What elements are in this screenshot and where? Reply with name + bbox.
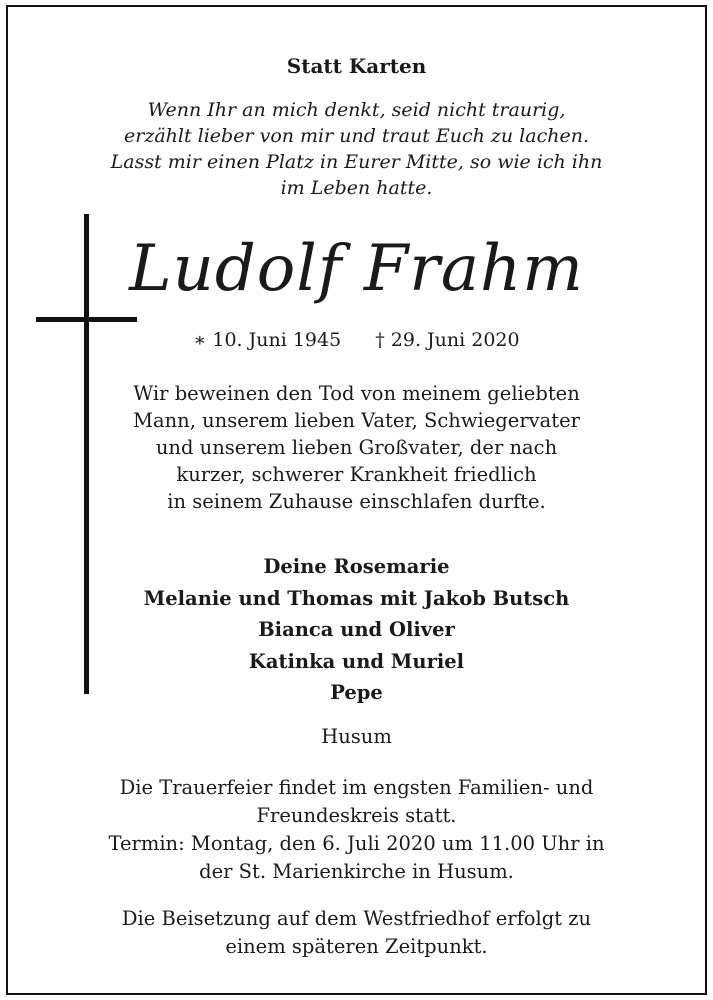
- message-line: kurzer, schwerer Krankheit friedlich: [176, 463, 537, 486]
- poem-line: erzählt lieber von mir und traut Euch zu lachen.: [124, 125, 589, 147]
- poem-line: Lasst mir einen Platz in Eurer Mitte, so wie ich ihn: [110, 151, 603, 173]
- family-list: [8, 551, 705, 709]
- funeral-notice: [8, 774, 705, 886]
- family-member: Katinka und Muriel: [248, 649, 465, 673]
- family-member: Bianca und Oliver: [258, 618, 455, 641]
- notice-line: Die Trauerfeier findet im engsten Familien- und: [119, 776, 594, 799]
- burial-line: Die Beisetzung auf dem Westfriedhof erfolgt zu: [121, 907, 592, 930]
- heading: Statt Karten: [286, 54, 427, 78]
- life-dates: [8, 329, 705, 351]
- deceased-name: Ludolf Frahm: [129, 232, 584, 306]
- poem-line: Wenn Ihr an mich denkt, seid nicht traurig,: [147, 99, 566, 121]
- obituary-card: [6, 5, 707, 995]
- poem: [8, 97, 705, 201]
- birth-date: ∗ 10. Juni 1945: [193, 329, 342, 351]
- death-date: † 29. Juni 2020: [375, 329, 520, 351]
- message: [8, 380, 705, 515]
- notice-line: Termin: Montag, den 6. Juli 2020 um 11.00 Uhr in: [108, 832, 605, 855]
- cross-icon-horizontal: [36, 317, 137, 322]
- family-member: Deine Rosemarie: [263, 555, 450, 578]
- poem-line: im Leben hatte.: [280, 177, 433, 199]
- burial-notice: [8, 905, 705, 961]
- message-line: Wir beweinen den Tod von meinem geliebten: [133, 382, 580, 405]
- family-member: Pepe: [330, 681, 383, 704]
- burial-line: einem späteren Zeitpunkt.: [225, 935, 488, 958]
- message-line: Mann, unserem lieben Vater, Schwiegervater: [133, 409, 580, 432]
- notice-line: Freundeskreis statt.: [256, 804, 457, 827]
- message-line: und unserem lieben Großvater, der nach: [155, 436, 558, 459]
- notice-line: der St. Marienkirche in Husum.: [199, 860, 514, 883]
- place: Husum: [321, 725, 392, 748]
- family-member: Melanie und Thomas mit Jakob Butsch: [143, 586, 570, 610]
- message-line: in seinem Zuhause einschlafen durfte.: [167, 490, 546, 513]
